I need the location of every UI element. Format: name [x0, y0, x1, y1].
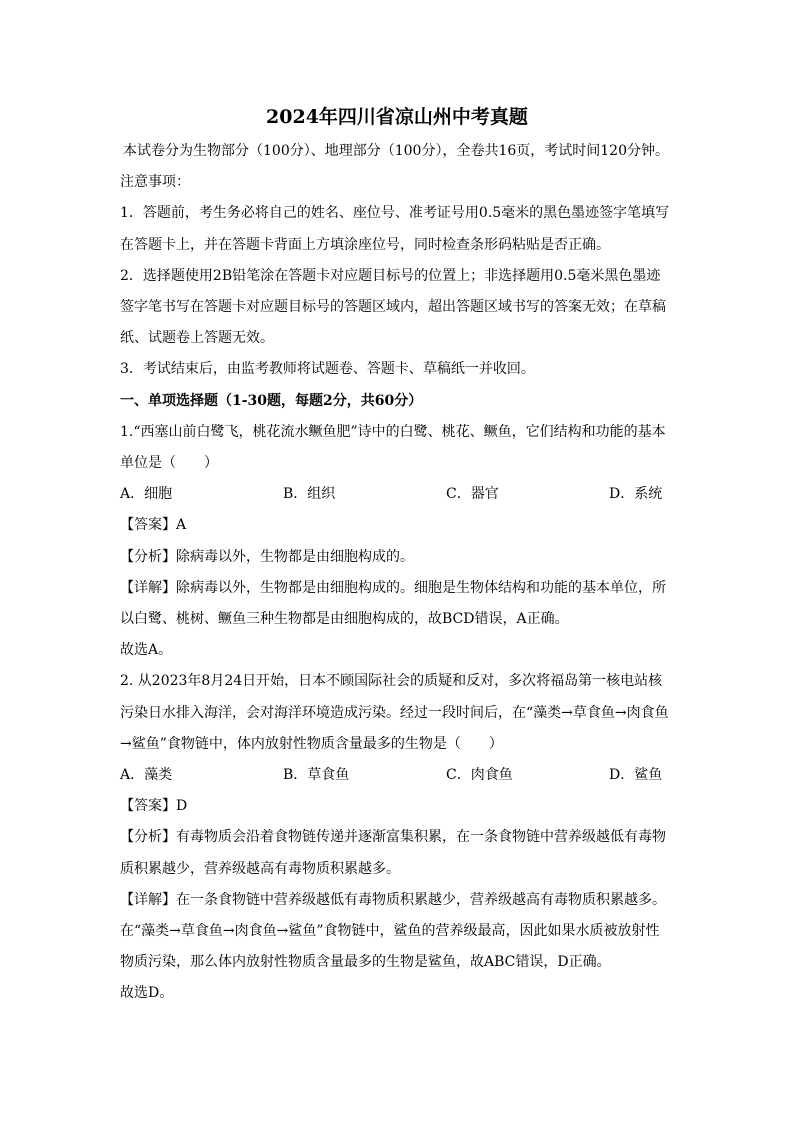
notice-line: 1．答题前，考生务必将自己的姓名、座位号、准考证号用0.5毫米的黑色墨迹签字笔填写	[120, 205, 670, 222]
detail-line: 在“藻类→草食鱼→肉食鱼→鲨鱼”食物链中，鲨鱼的营养级最高，因此如果水质被放射性	[120, 923, 660, 940]
question-stem: 1.“西塞山前白鹭飞，桃花流水鳜鱼肥”诗中的白鹭、桃花、鳜鱼，它们结构和功能的基本	[120, 423, 666, 440]
option-row	[120, 760, 674, 791]
option-d: D．鲨鱼	[609, 767, 663, 784]
answer-line: 【答案】A	[120, 517, 187, 534]
conclusion-line: 故选A。	[120, 642, 173, 659]
detail-line: 【详解】在一条食物链中营养级越低有毒物质积累越少，营养级越高有毒物质积累越多。	[120, 891, 666, 908]
intro-text: 本试卷分为生物部分（100分）、地理部分（100分），全卷共16页，考试时间120分钟。	[123, 143, 669, 159]
notice-heading: 注意事项：	[120, 174, 190, 191]
notice-line: 在答题卡上，并在答题卡背面上方填涂座位号，同时检查条形码粘贴是否正确。	[120, 236, 610, 253]
conclusion-line: 故选D。	[120, 985, 174, 1002]
question-stem: 污染日水排入海洋，会对海洋环境造成污染。经过一段时间后，在“藻类→草食鱼→肉食鱼	[120, 704, 669, 721]
answer-line: 【答案】D	[120, 798, 188, 815]
analysis-line: 【分析】除病毒以外，生物都是由细胞构成的。	[120, 548, 414, 565]
option-b: B．组织	[283, 486, 336, 503]
option-c: C．肉食鱼	[446, 767, 513, 784]
option-b: B．草食鱼	[283, 767, 350, 784]
detail-line: 以白鹭、桃树、鳜鱼三种生物都是由细胞构成的，故BCD错误，A正确。	[120, 611, 569, 628]
option-row	[120, 479, 674, 510]
question-2	[120, 666, 674, 1009]
option-a: A．藻类	[120, 767, 173, 784]
notice-line: 2．选择题使用2B铅笔涂在答题卡对应题目标号的位置上；非选择题用0.5毫米黑色墨迹	[120, 267, 661, 284]
notice-list	[120, 198, 674, 385]
question-1	[120, 417, 674, 667]
option-d: D．系统	[609, 486, 663, 503]
option-a: A．细胞	[120, 486, 173, 503]
detail-line: 【详解】除病毒以外，生物都是由细胞构成的。细胞是生物体结构和功能的基本单位，所	[120, 579, 666, 596]
notice-line: 签字笔书写在答题卡对应题目标号的答题区域内，超出答题区域书写的答案无效；在草稿	[120, 299, 666, 316]
analysis-line: 【分析】有毒物质会沿着食物链传递并逐渐富集积累，在一条食物链中营养级越低有毒物	[120, 829, 666, 846]
question-stem: →鲨鱼”食物链中，体内放射性物质含量最多的生物是（ ）	[120, 735, 503, 752]
notice-line: 3．考试结束后，由监考教师将试题卷、答题卡、草稿纸一并收回。	[120, 361, 535, 378]
notice-line: 纸、试题卷上答题无效。	[120, 330, 274, 347]
option-c: C．器官	[446, 486, 499, 503]
section-heading: 一、单项选择题（1-30题，每题2分，共60分）	[120, 392, 423, 409]
analysis-line: 质积累越少，营养级越高有毒物质积累越多。	[120, 860, 400, 877]
question-stem: 2. 从2023年8月24日开始，日本不顾国际社会的质疑和反对，多次将福岛第一核电站核	[120, 673, 663, 690]
detail-line: 物质污染，那么体内放射性物质含量最多的生物是鲨鱼，故ABC错误，D正确。	[120, 954, 611, 971]
question-stem: 单位是（ ）	[120, 455, 218, 472]
document-title: 2024年四川省凉山州中考真题	[266, 106, 528, 128]
